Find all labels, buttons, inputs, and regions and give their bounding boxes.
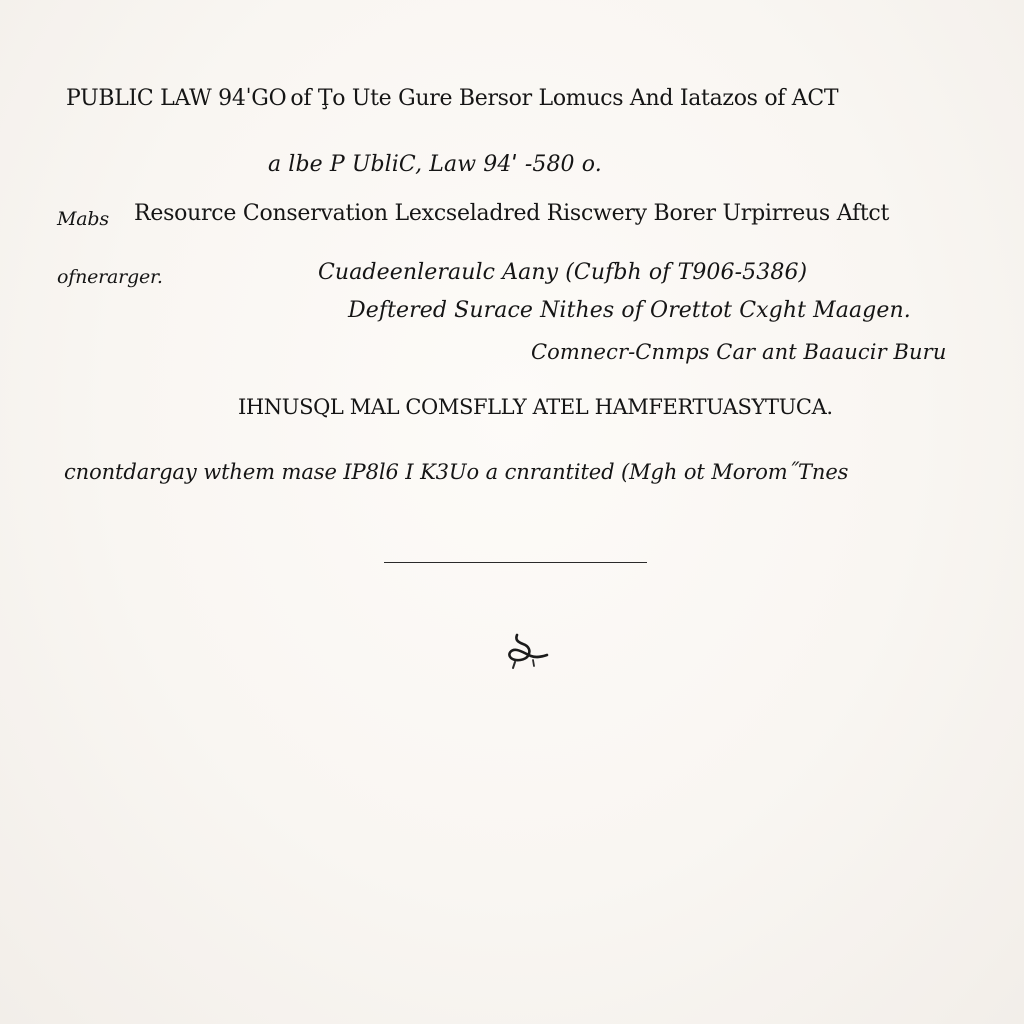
document-title: PUBLIC LAW 94ˈGO of Ţo Ute Gure Bersor Lomucs And Iatazos of ACT — [66, 86, 839, 111]
document-heading: IHNUSQL MAL COMSFLLY ATEL HAMFERTUASYTUCA. — [238, 395, 833, 419]
margin-label-1: Mabs — [57, 208, 109, 230]
defined-surface-line: Deftered Surace Nithes of Orettot Cxght Maagen. — [348, 298, 911, 323]
handwritten-mark-icon — [503, 632, 551, 678]
commerce-line: Comnecr-Cnmps Car ant Baaucir Buru — [531, 340, 947, 364]
margin-label-2: ofnerarger. — [57, 266, 163, 288]
document-subtitle: a lbe P UbliC, Law 94ˈ -580 o. — [268, 152, 602, 177]
resource-conservation-line: Resource Conservation Lexcseladred Riscwery Borer Urpirreus Aftct — [134, 201, 890, 226]
separator-rule — [384, 562, 647, 563]
citation-line: Cuadeenleraulc Aany (Cufbh of T906-5386) — [318, 260, 808, 285]
body-line: cnontdargay wthem mase IP8l6 I K3Uo a cnrantited (Mgh ot Morom˝Tnes — [64, 460, 849, 484]
